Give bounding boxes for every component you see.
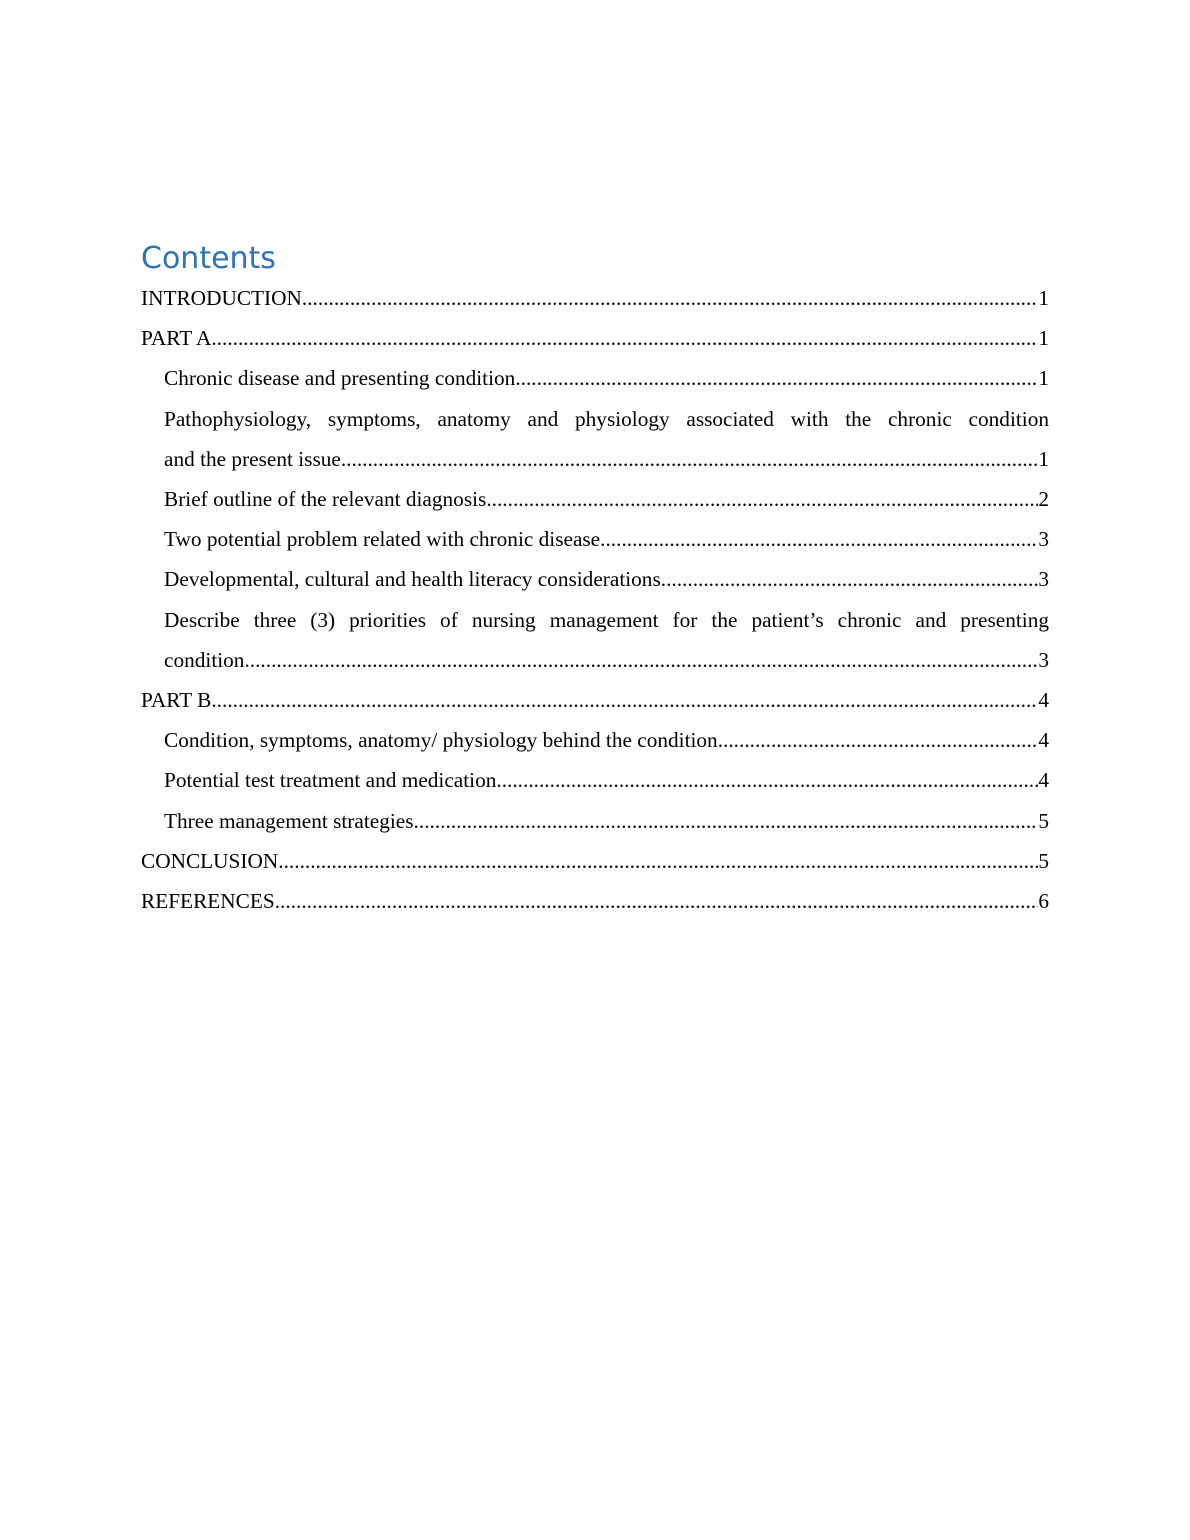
toc-dot-leader — [211, 318, 1038, 358]
toc-heading: Contents — [141, 241, 276, 276]
toc-entry-references[interactable] — [141, 881, 1049, 921]
toc-page-number: 1 — [1038, 326, 1049, 351]
toc-entry-label: Condition, symptoms, anatomy/ physiology behind the condition — [164, 728, 718, 753]
toc-entry-introduction[interactable] — [141, 278, 1049, 318]
toc-entry-condition-symptoms[interactable] — [141, 720, 1049, 760]
toc-entry-label-line1: Pathophysiology, symptoms, anatomy and physiology associated with the chronic condition — [164, 406, 1049, 431]
toc-entry-label: INTRODUCTION — [141, 286, 302, 310]
toc-page-number: 1 — [1038, 366, 1049, 391]
toc-dot-leader — [278, 841, 1038, 881]
toc-page-number: 3 — [1038, 567, 1049, 592]
toc-entry-label: Chronic disease and presenting condition — [164, 366, 516, 391]
toc-entry-label: PART B — [141, 688, 212, 713]
toc-entry-pathophysiology[interactable] — [141, 399, 1049, 479]
toc-page-number: 5 — [1038, 848, 1049, 873]
toc-dot-leader — [600, 519, 1038, 559]
toc-dot-leader — [661, 559, 1039, 599]
toc-dot-leader — [341, 439, 1039, 479]
toc-entry-label: Potential test treatment and medication — [164, 768, 497, 793]
toc-page-number: 4 — [1038, 688, 1049, 713]
toc-entry-label-line2: condition — [164, 647, 245, 672]
toc-page-number: 3 — [1038, 527, 1049, 552]
toc-entry-test-treatment[interactable] — [141, 760, 1049, 800]
toc-entry-part-b[interactable] — [141, 680, 1049, 720]
toc-entry-label-line2: and the present issue — [164, 446, 341, 471]
toc-entry-considerations[interactable] — [141, 559, 1049, 599]
toc-page-number: 5 — [1038, 808, 1049, 833]
toc-dot-leader — [515, 358, 1038, 398]
toc-entry-chronic-disease[interactable] — [141, 358, 1049, 398]
toc-dot-leader — [275, 881, 1039, 921]
toc-entry-conclusion[interactable] — [141, 841, 1049, 881]
table-of-contents — [141, 240, 1049, 921]
toc-dot-leader — [244, 640, 1038, 680]
toc-page-number: 4 — [1038, 728, 1049, 753]
toc-entry-management-strategies[interactable] — [141, 801, 1049, 841]
toc-entry-potential-problems[interactable] — [141, 519, 1049, 559]
toc-entry-label: CONCLUSION — [141, 848, 279, 873]
toc-entry-label: Three management strategies — [164, 808, 414, 833]
toc-entry-last-line — [164, 640, 1049, 680]
toc-page-number: 6 — [1038, 889, 1049, 914]
toc-page-number: 2 — [1038, 487, 1049, 512]
toc-entry-label: REFERENCES — [141, 889, 275, 914]
toc-dot-leader — [496, 760, 1038, 800]
toc-page-number: 1 — [1038, 446, 1049, 471]
toc-page-number: 1 — [1038, 286, 1049, 310]
toc-dot-leader — [486, 479, 1038, 519]
toc-dot-leader — [718, 720, 1039, 760]
toc-entry-last-line — [164, 439, 1049, 479]
toc-dot-leader — [211, 680, 1038, 720]
toc-entry-label: PART A — [141, 326, 212, 351]
toc-dot-leader — [302, 278, 1038, 318]
toc-dot-leader — [414, 801, 1039, 841]
toc-list — [141, 278, 1049, 921]
toc-entry-label: Developmental, cultural and health literacy considerations — [164, 567, 661, 592]
toc-entry-label: Brief outline of the relevant diagnosis — [164, 487, 487, 512]
toc-entry-nursing-priorities[interactable] — [141, 600, 1049, 680]
toc-entry-part-a[interactable] — [141, 318, 1049, 358]
toc-entry-label-line1: Describe three (3) priorities of nursing management for the patient’s chronic and presenting — [164, 607, 1049, 632]
toc-entry-diagnosis[interactable] — [141, 479, 1049, 519]
toc-page-number: 3 — [1038, 647, 1049, 672]
toc-page-number: 4 — [1038, 768, 1049, 793]
toc-entry-label: Two potential problem related with chronic disease — [164, 527, 601, 552]
